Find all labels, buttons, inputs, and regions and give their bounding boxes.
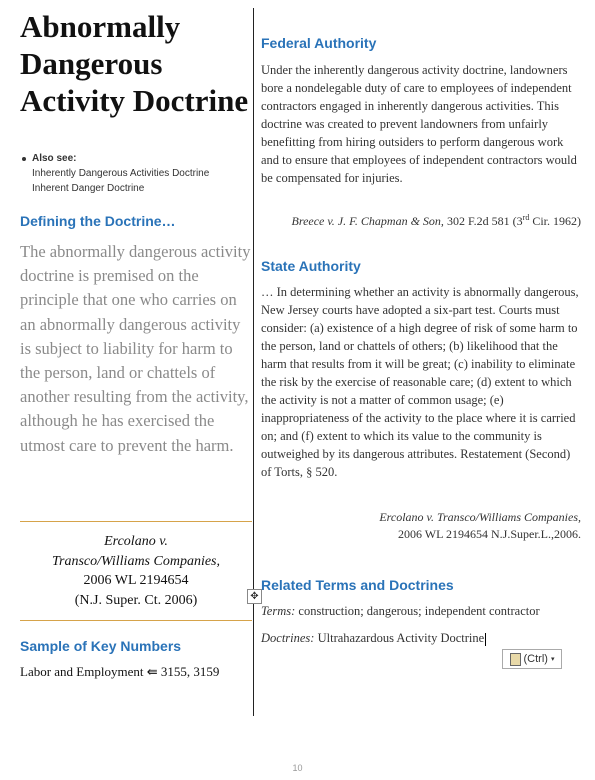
also-see-list xyxy=(32,153,252,196)
terms-text: construction; dangerous; independent contractor xyxy=(295,604,540,618)
terms-label: Terms: xyxy=(261,604,296,618)
related-doctrines xyxy=(261,631,581,646)
also-see-heading: Also see: xyxy=(32,153,252,164)
case-reporter: 2006 WL 2194654 xyxy=(83,573,189,588)
also-see-item: Inherently Dangerous Activities Doctrine xyxy=(32,168,210,179)
divider xyxy=(20,521,252,522)
state-heading: State Authority xyxy=(261,258,361,274)
also-see-item: Inherent Danger Doctrine xyxy=(32,183,145,194)
doctrines-label: Doctrines: xyxy=(261,631,315,645)
federal-cite-sup: rd xyxy=(522,213,530,222)
case-citation-left xyxy=(20,532,252,610)
federal-cite-end: Cir. 1962) xyxy=(529,214,581,228)
federal-text: Under the inherently dangerous activity doctrine, landowners bore a nondelegable duty of care to employees of independent contractors engaged in inherently dangerous activities. This doctrine was created to prevent landowners from unfairly benefitting from hiring outsiders to perform dangerous work and to ensure that employees of independent contractors would be compensated for injuries. xyxy=(261,63,577,185)
federal-case-name: Breece v. J. F. Chapman & Son, xyxy=(291,214,444,228)
federal-heading: Federal Authority xyxy=(261,35,377,51)
defining-heading: Defining the Doctrine… xyxy=(20,213,176,229)
state-case-reporter: 2006 WL 2194654 N.J.Super.L.,2006. xyxy=(398,527,581,541)
case-name-line1: Ercolano v. xyxy=(104,534,168,549)
divider xyxy=(20,620,252,621)
federal-cite-reporter: 302 F.2d 581 (3 xyxy=(443,214,523,228)
case-court: (N.J. Super. Ct. 2006) xyxy=(74,592,198,608)
defining-text: The abnormally dangerous activity doctrine is premised on the principle that one who carries on an abnormally dangerous activity is subject to liability for harm to the person, land or chattels of another resulting from the activity, although he has exercised the utmost care to prevent the harm. xyxy=(20,242,251,455)
text-cursor xyxy=(485,633,486,646)
federal-citation xyxy=(261,213,581,229)
move-icon[interactable]: ✥ xyxy=(247,589,262,604)
state-text: … In determining whether an activity is abnormally dangerous, New Jersey courts have adopted a six-part test. Courts must consider: (a) existence of a high degree of risk of some harm to the person, land or chattels of others; (b) likelihood that the harm that results from it will be great; (c) inability to eliminate the risk by the exercise of reasonable care; (d) extent to which the activity is not a matter of common usage; (e) inappropriateness of the activity to the place where it is carried on; and (f) extent to which its value to the community is outweighed by its dangerous attributes. Restatement (Second) of Torts, § 520. xyxy=(261,285,579,479)
page-number: 10 xyxy=(292,763,303,773)
page-title: Abnormally Dangerous Activity Doctrine xyxy=(20,9,249,118)
left-column xyxy=(20,8,252,196)
clipboard-icon xyxy=(510,653,521,666)
related-terms xyxy=(261,604,581,619)
paste-options-button[interactable] xyxy=(502,649,562,669)
key-numbers-text: Labor and Employment ⇚ 3155, 3159 xyxy=(20,664,220,679)
state-case-name: Ercolano v. Transco/Williams Companies, xyxy=(379,510,581,524)
key-numbers-heading: Sample of Key Numbers xyxy=(20,638,182,654)
column-divider xyxy=(253,8,254,716)
state-citation xyxy=(261,509,581,543)
paste-options-label: (Ctrl) xyxy=(523,653,548,665)
case-name-line2: Transco/Williams Companies, xyxy=(51,553,221,569)
chevron-down-icon: ▾ xyxy=(550,656,555,663)
doctrines-text: Ultrahazardous Activity Doctrine xyxy=(314,631,485,645)
related-heading: Related Terms and Doctrines xyxy=(261,577,454,593)
